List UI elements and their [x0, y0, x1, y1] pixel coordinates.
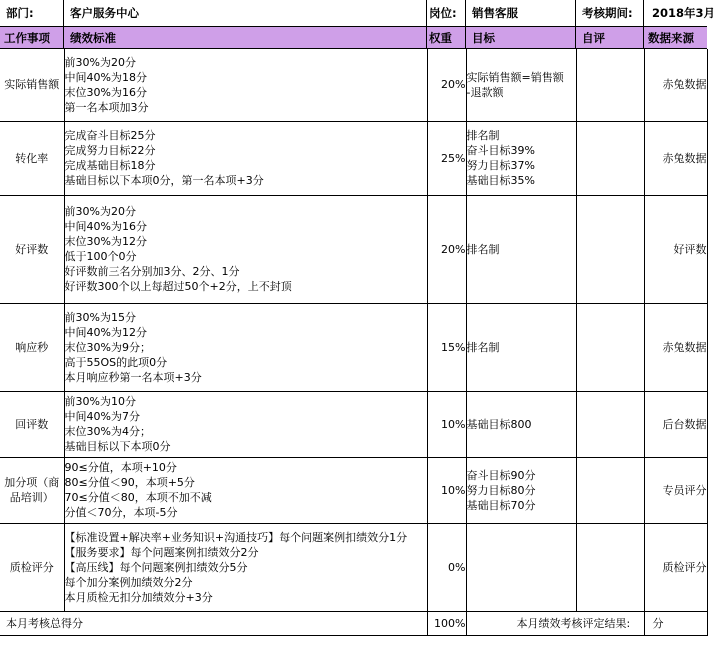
standard-line: 【标准设置+解决率+业务知识+沟通技巧】每个问题案例扣绩效分1分: [64, 530, 408, 544]
weight-cell: 15%: [427, 303, 466, 391]
dept-value[interactable]: 客户服务中心: [64, 0, 427, 26]
result-unit: 分: [644, 611, 707, 635]
standard-line: 前30%为15分: [64, 310, 136, 324]
standard-line: 基础目标以下本项0分，第一名本项+3分: [64, 174, 264, 187]
weight-cell: 20%: [427, 49, 466, 121]
item-cell: 好评数: [0, 195, 64, 303]
standard-line: 90≤分值，本项+10分: [64, 461, 177, 474]
standard-line: 每个加分案例加绩效分2分: [64, 575, 193, 589]
standard-line: 前30%为10分: [64, 395, 136, 408]
standard-line: 本月响应秒第一名本项+3分: [64, 370, 202, 384]
target-cell: [466, 391, 576, 457]
total-weight: 100%: [427, 611, 466, 635]
standard-line: 【服务要求】每个问题案例扣绩效分2分: [64, 545, 259, 559]
col-header-weight: 权重: [427, 27, 466, 48]
standard-line: 【高压线】每个问题案例扣绩效分5分: [64, 560, 248, 574]
item-cell: 转化率: [0, 121, 64, 195]
standard-line: 末位30%为16分: [64, 85, 147, 99]
weight-cell: 0%: [427, 523, 466, 611]
standard-line: 好评数前三名分别加3分、2分、1分: [64, 265, 240, 278]
standard-line: 前30%为20分: [64, 205, 136, 218]
period-label: 考核期间:: [576, 0, 644, 26]
self-eval-cell[interactable]: [576, 195, 644, 303]
standard-line: 80≤分值＜90，本项+5分: [64, 476, 195, 489]
standard-line: 低于100个0分: [64, 250, 137, 263]
standard-cell: [64, 523, 427, 611]
standard-line: 中间40%为12分: [64, 325, 147, 339]
period-value[interactable]: 2018年3月: [652, 6, 715, 20]
standard-line: 分值＜70分，本项-5分: [64, 506, 178, 519]
post-value[interactable]: 销售客服: [466, 0, 576, 26]
source-cell: 质检评分: [644, 523, 707, 611]
target-line: 基础目标70分: [466, 498, 536, 512]
table-row: [0, 195, 707, 303]
weight-cell: 10%: [427, 457, 466, 523]
standard-cell: [64, 121, 427, 195]
self-eval-cell[interactable]: [576, 121, 644, 195]
self-eval-cell[interactable]: [576, 49, 644, 121]
target-line: 排名制: [466, 340, 500, 354]
col-header-target: 目标: [466, 27, 576, 48]
target-line: 基础目标800: [466, 417, 532, 431]
weight-cell: 10%: [427, 391, 466, 457]
target-line: 基础目标35%: [466, 174, 535, 187]
standard-cell: [64, 457, 427, 523]
total-label: 本月考核总得分: [0, 611, 427, 635]
standard-line: 完成奋斗目标25分: [64, 129, 156, 142]
standard-line: 末位30%为9分；: [64, 340, 151, 354]
target-cell: [466, 303, 576, 391]
self-eval-cell[interactable]: [576, 391, 644, 457]
source-cell: 赤兔数据: [644, 49, 707, 121]
target-line: 奋斗目标90分: [466, 468, 536, 482]
standard-line: 完成基础目标18分: [64, 159, 156, 172]
table-row: [0, 49, 707, 121]
target-line: 努力目标80分: [466, 483, 536, 497]
source-cell: 赤兔数据: [644, 121, 707, 195]
table-row: [0, 303, 707, 391]
target-line: 努力目标37%: [466, 159, 535, 172]
col-header-source: 数据来源: [648, 30, 694, 45]
target-line: -退款额: [466, 85, 504, 99]
target-line: 实际销售额=销售额: [466, 70, 564, 84]
col-header-item: 工作事项: [0, 27, 64, 48]
table-row: [0, 121, 707, 195]
self-eval-cell[interactable]: [576, 457, 644, 523]
col-header-self: 自评: [576, 27, 644, 48]
standard-line: 中间40%为18分: [64, 70, 147, 84]
target-line: 排名制: [466, 242, 500, 256]
source-cell: 赤兔数据: [644, 303, 707, 391]
standard-cell: [64, 195, 427, 303]
standard-line: 第一名本项加3分: [64, 100, 149, 114]
standard-cell: [64, 49, 427, 121]
standard-line: 末位30%为12分: [64, 235, 147, 248]
column-header-row: [0, 27, 707, 49]
source-cell: 好评数: [644, 195, 707, 303]
standard-line: 中间40%为7分: [64, 410, 140, 423]
target-line: 奋斗目标39%: [466, 144, 535, 157]
target-cell: [466, 457, 576, 523]
post-label: 岗位:: [427, 0, 466, 26]
result-label: 本月绩效考核评定结果:: [466, 611, 644, 635]
standard-line: 末位30%为4分；: [64, 425, 151, 438]
footer-row: [0, 611, 707, 635]
item-cell: 回评数: [0, 391, 64, 457]
target-cell: [466, 121, 576, 195]
self-eval-cell[interactable]: [576, 303, 644, 391]
dept-label: 部门:: [0, 0, 64, 26]
item-cell: 实际销售额: [0, 49, 64, 121]
standard-line: 好评数300个以上每超过50个+2分，上不封顶: [64, 280, 292, 293]
standard-line: 70≤分值＜80，本项不加不减: [64, 491, 212, 504]
target-line: 排名制: [466, 129, 500, 142]
target-cell: [466, 49, 576, 121]
target-cell: [466, 523, 576, 611]
table-row: [0, 523, 707, 611]
source-cell: 后台数据: [644, 391, 707, 457]
target-cell: [466, 195, 576, 303]
standard-line: 前30%为20分: [64, 55, 136, 69]
self-eval-cell[interactable]: [576, 523, 644, 611]
standard-line: 基础目标以下本项0分: [64, 440, 171, 453]
item-cell: 响应秒: [0, 303, 64, 391]
item-cell: 质检评分: [0, 523, 64, 611]
table-row: [0, 457, 707, 523]
standard-line: 中间40%为16分: [64, 220, 147, 233]
performance-table: [0, 49, 708, 636]
item-cell: 加分项（商品培训）: [0, 457, 64, 523]
standard-line: 高于55OS的此项0分: [64, 355, 168, 369]
standard-cell: [64, 391, 427, 457]
table-row: [0, 391, 707, 457]
weight-cell: 25%: [427, 121, 466, 195]
standard-line: 完成努力目标22分: [64, 144, 156, 157]
source-cell: 专员评分: [644, 457, 707, 523]
info-header-row: [0, 0, 715, 27]
standard-line: 本月质检无扣分加绩效分+3分: [64, 590, 213, 604]
standard-cell: [64, 303, 427, 391]
weight-cell: 20%: [427, 195, 466, 303]
col-header-standard: 绩效标准: [64, 27, 427, 48]
